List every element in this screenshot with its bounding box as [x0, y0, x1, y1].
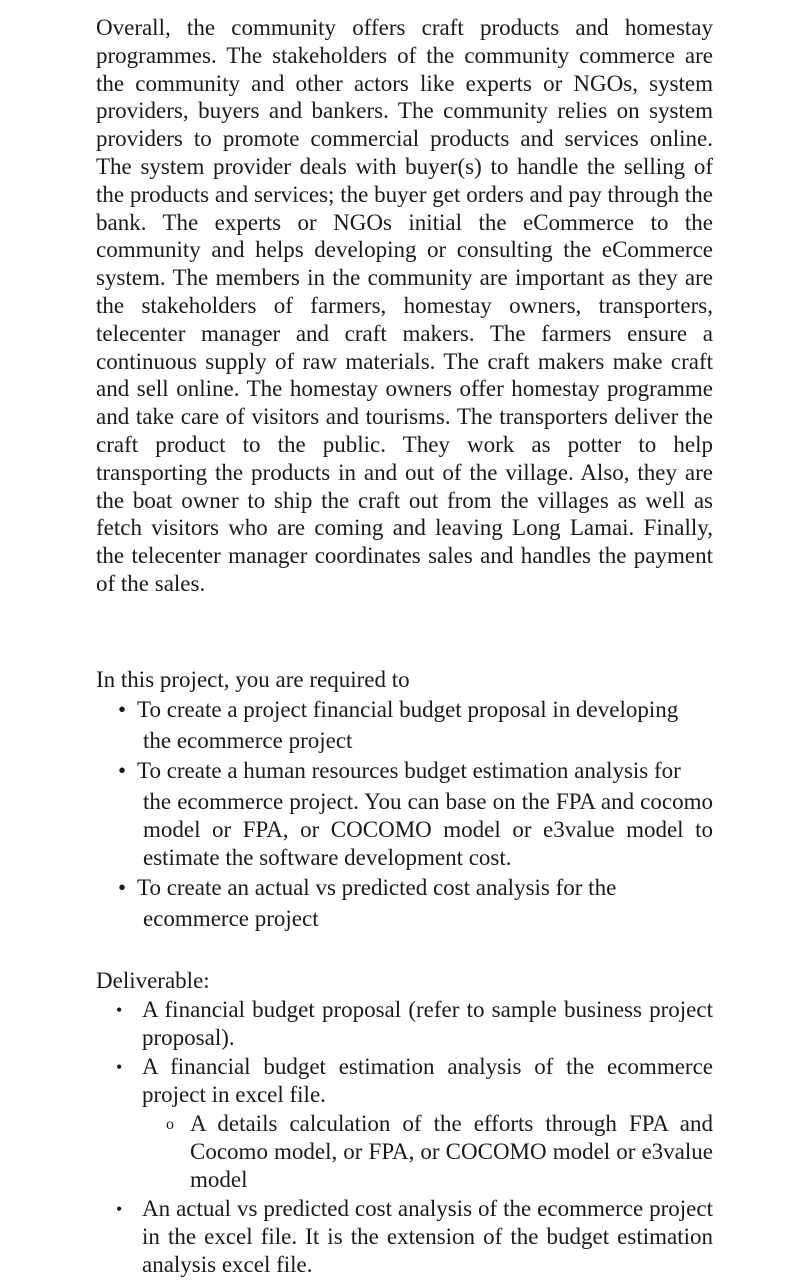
requirement-text-first-line: To create a project financial budget proposal in developing	[137, 696, 679, 722]
document-page	[96, 14, 713, 1279]
deliverable-sub-item	[142, 1110, 713, 1194]
bullet-icon: •	[116, 999, 123, 1020]
bullet-icon: •	[118, 696, 127, 722]
requirement-item	[96, 757, 713, 872]
deliverable-text: A financial budget estimation analysis of the ecommerce project in excel file.	[142, 1053, 713, 1107]
requirements-section	[96, 666, 713, 933]
requirement-item	[96, 696, 713, 755]
requirement-item	[96, 874, 713, 933]
requirement-text-rest: ecommerce project	[143, 905, 319, 931]
deliverable-item	[96, 1053, 713, 1194]
bullet-icon: •	[116, 1198, 123, 1219]
deliverable-sub-text: A details calculation of the efforts through FPA and Cocomo model, or FPA, or COCOMO model or e3value model	[190, 1110, 713, 1192]
deliverable-sub-list	[142, 1110, 713, 1194]
deliverable-text: An actual vs predicted cost analysis of the ecommerce project in the excel file. It is the extension of the budget estimation analysis excel file.	[142, 1195, 713, 1277]
deliverable-item	[96, 1195, 713, 1279]
requirement-text-rest: the ecommerce project	[143, 727, 353, 753]
requirement-text-first-line: To create an actual vs predicted cost analysis for the	[137, 874, 617, 900]
overview-paragraph: Overall, the community offers craft products and homestay programmes. The stakeholders of the community commerce are the community and other actors like experts or NGOs, system providers, buyers and bankers. The community relies on system providers to promote commercial products and services online. The system provider deals with buyer(s) to handle the selling of the products and services; the buyer get orders and pay through the bank. The experts or NGOs initial the eCommerce to the community and helps developing or consulting the eCommerce system. The members in the community are important as they are the stakeholders of farmers, homestay owners, transporters, telecenter manager and craft makers. The farmers ensure a continuous supply of raw materials. The craft makers make craft and sell online. The homestay owners offer homestay programme and take care of visitors and tourisms. The transporters deliver the craft product to the public. They work as potter to help transporting the products in and out of the village. Also, they are the boat owner to ship the craft out from the villages as well as fetch visitors who are coming and leaving Long Lamai. Finally, the telecenter manager coordinates sales and handles the payment of the sales.	[96, 15, 713, 596]
requirement-text-first-line: To create a human resources budget estimation analysis for	[137, 757, 681, 783]
deliverable-section	[96, 967, 713, 1279]
bullet-icon: •	[116, 1056, 123, 1077]
circle-bullet-icon: o	[166, 1115, 174, 1133]
requirement-text-rest: the ecommerce project. You can base on the FPA and cocomo model or FPA, or COCOMO model or e3value model to estimate the software development cost.	[143, 788, 713, 870]
deliverable-list	[96, 996, 713, 1279]
deliverable-heading: Deliverable:	[96, 967, 210, 993]
bullet-icon: •	[118, 874, 127, 900]
bullet-icon: •	[118, 757, 127, 783]
deliverable-item	[96, 996, 713, 1052]
requirements-list	[96, 696, 713, 933]
deliverable-text: A financial budget proposal (refer to sample business project proposal).	[142, 996, 713, 1050]
requirements-intro: In this project, you are required to	[96, 666, 410, 692]
